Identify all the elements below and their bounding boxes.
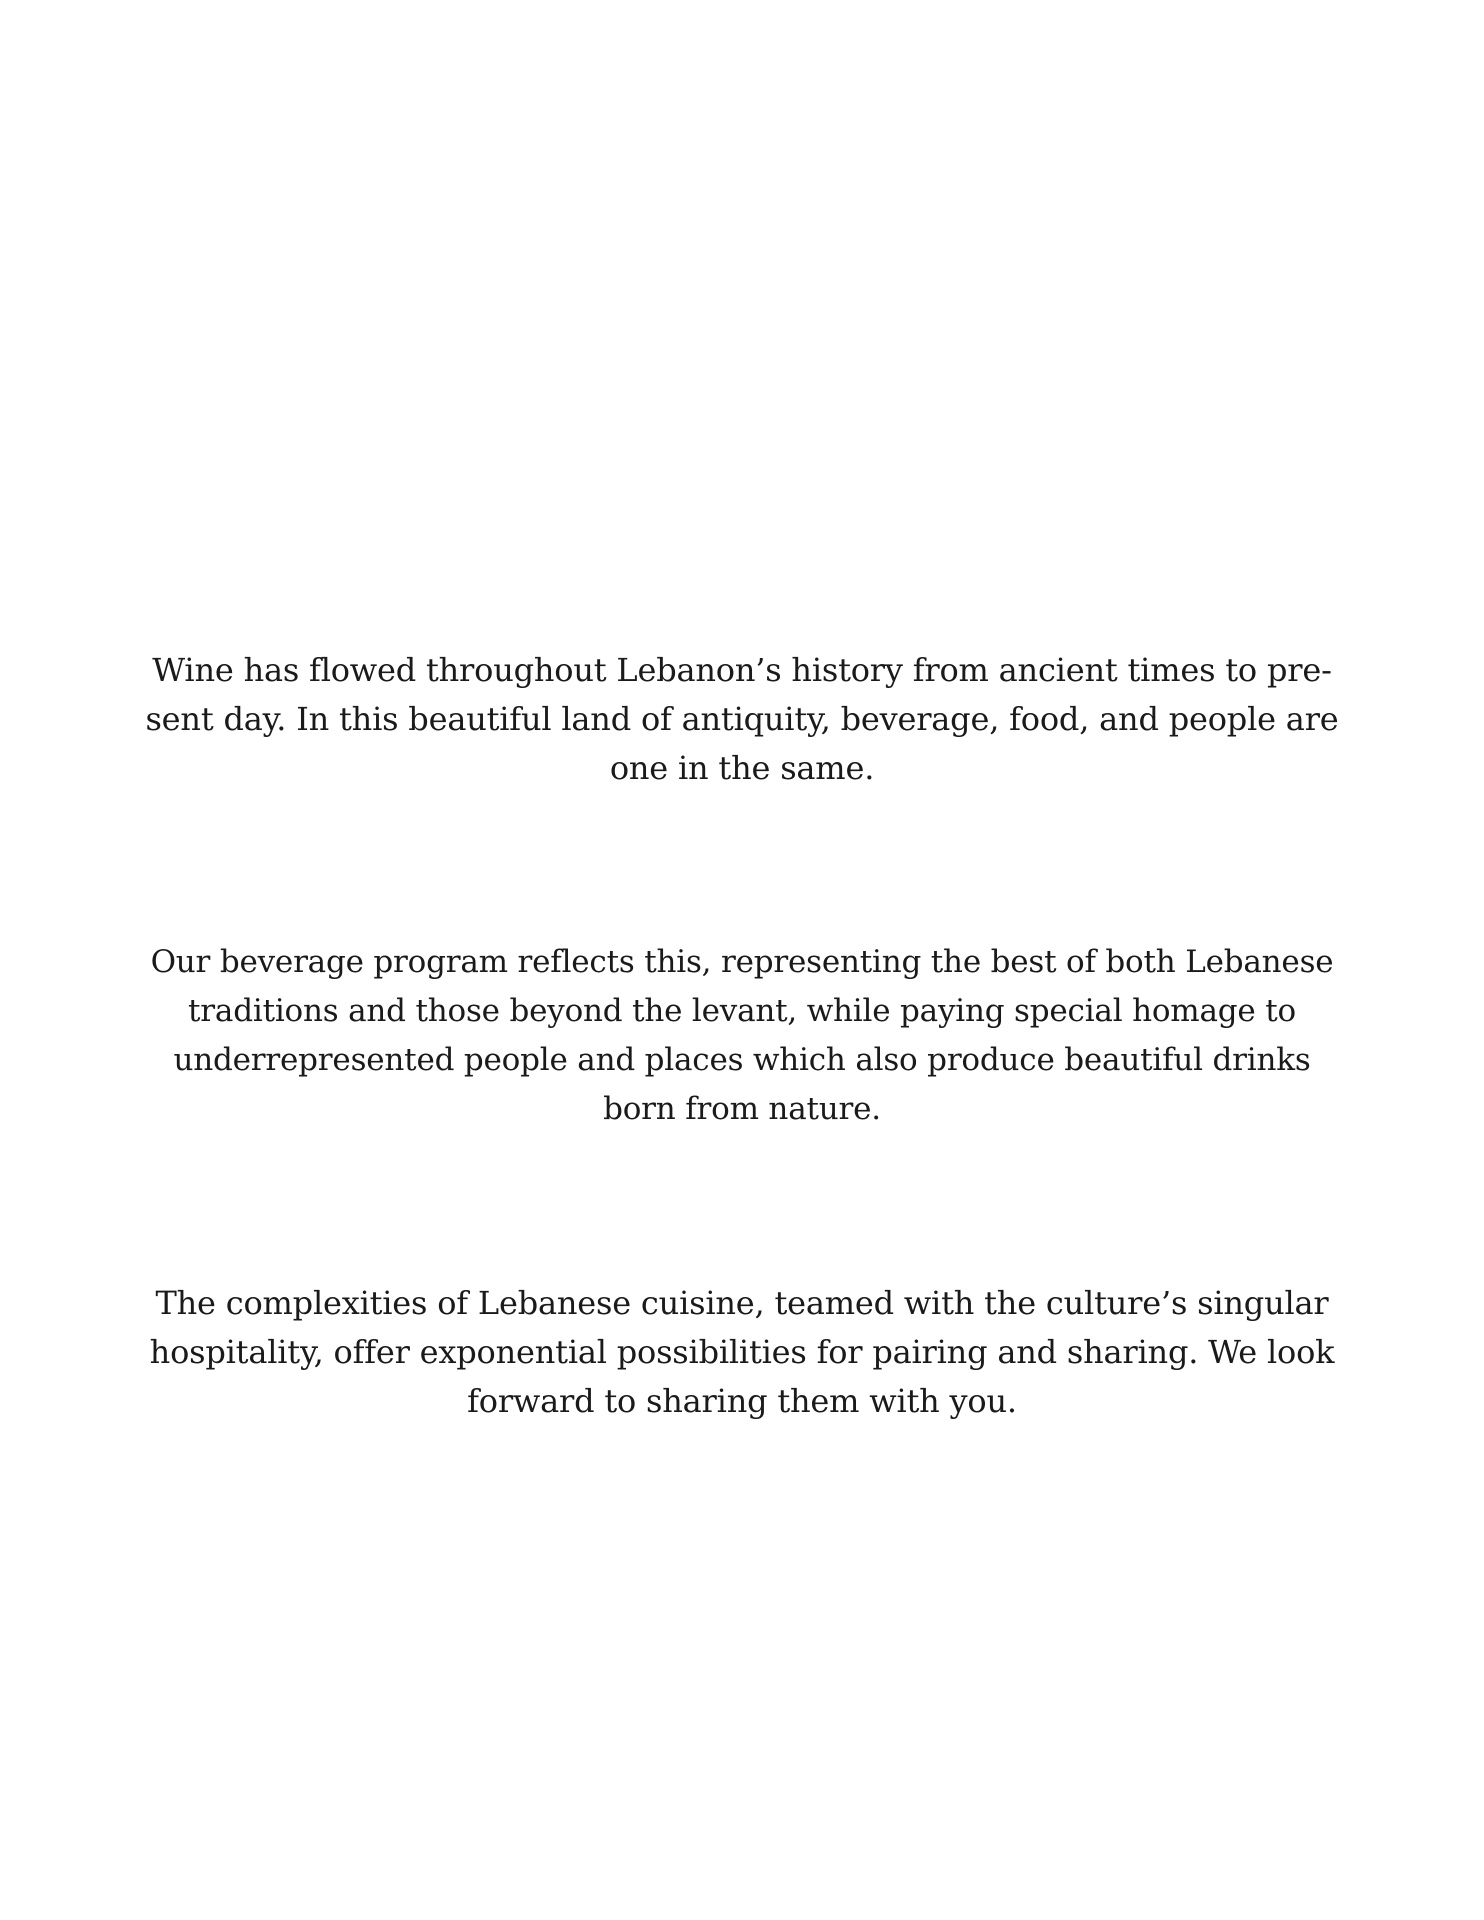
- paragraph-line: born from nature.: [603, 1091, 881, 1127]
- paragraph-line: The complexities of Lebanese cuisine, teamed with the culture’s singular: [155, 1284, 1329, 1322]
- paragraph-line: sent day. In this beautiful land of antiquity, beverage, food, and people are: [145, 700, 1339, 738]
- paragraph-line: Our beverage program reflects this, representing the best of both Lebanese: [150, 944, 1334, 980]
- beverage-program-paragraph: [142, 938, 1342, 1134]
- paragraph-line: Wine has flowed throughout Lebanon’s history from ancient times to pre-: [152, 651, 1332, 689]
- paragraph-line: forward to sharing them with you.: [467, 1382, 1017, 1420]
- paragraph-line: traditions and those beyond the levant, while paying special homage to: [188, 993, 1296, 1029]
- intro-paragraph-wine-history: [142, 646, 1342, 793]
- paragraph-line: one in the same.: [609, 749, 875, 787]
- paragraph-line: underrepresented people and places which also produce beautiful drinks: [173, 1042, 1311, 1078]
- cuisine-pairing-paragraph: [142, 1279, 1342, 1426]
- paragraph-line: hospitality, offer exponential possibilities for pairing and sharing. We look: [149, 1333, 1335, 1371]
